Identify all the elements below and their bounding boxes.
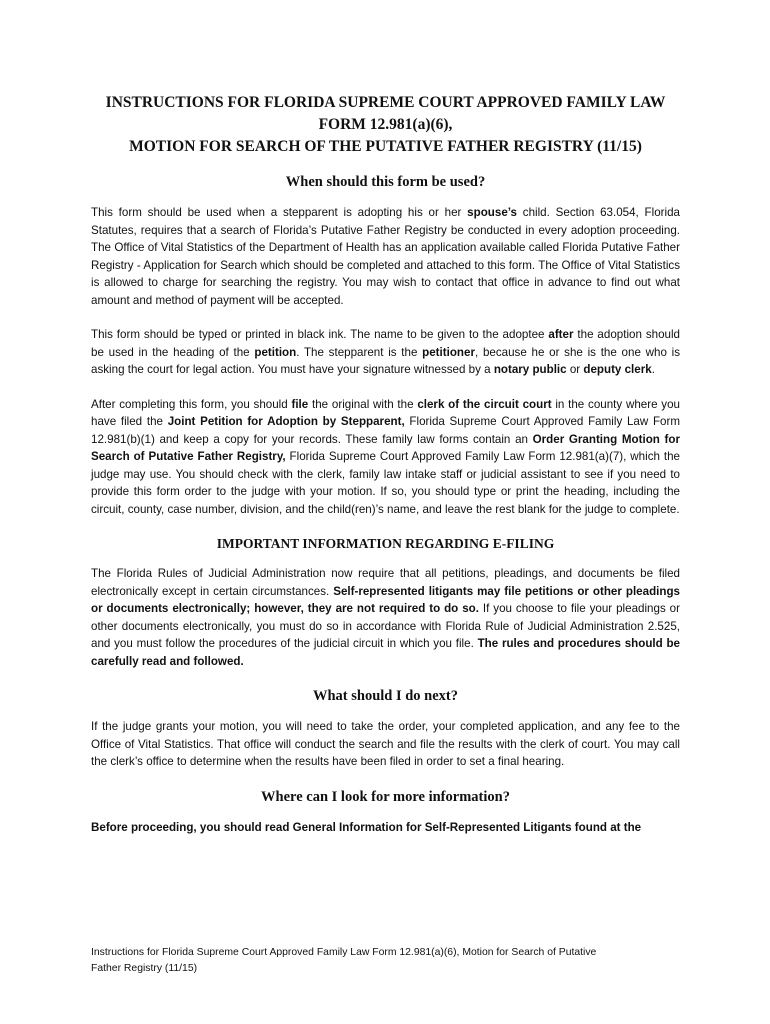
heading-more-info: Where can I look for more information?	[261, 788, 510, 805]
page-footer	[91, 945, 680, 977]
footer-line-1: Instructions for Florida Supreme Court Approved Family Law Form 12.981(a)(6), Motion for Search of Putative	[91, 947, 597, 958]
title-line-2: FORM 12.981(a)(6),	[318, 116, 453, 133]
paragraph-when-3: After completing this form, you should file the original with the clerk of the circuit court in the county where you have filed the Joint Petition for Adoption by Stepparent, Florida Supreme Court Approved Family Law Form 12.981(b)(1) and keep a copy for your records. These family law forms contain an Order Granting Motion for Search of Putative Father Registry, Florida Supreme Court Approved Family Law Form 12.981(a)(7), which the judge may use. You should check with the clerk, family law intake staff or judicial assistant to see if you need to provide this form order to the judge with your motion. If so, you should type or print the heading, including the circuit, county, case number, division, and the child(ren)’s name, and leave the rest blank for the judge to complete.	[91, 397, 680, 516]
document-title	[91, 92, 680, 158]
title-line-1: INSTRUCTIONS FOR FLORIDA SUPREME COURT APPROVED FAMILY LAW	[105, 94, 666, 111]
title-line-3: MOTION FOR SEARCH OF THE PUTATIVE FATHER REGISTRY (11/15)	[129, 138, 642, 155]
heading-what-next: What should I do next?	[312, 688, 459, 704]
paragraph-when-1: This form should be used when a stepparent is adopting his or her spouse’s child. Section 63.054, Florida Statutes, requires that a search of Florida’s Putative Father Registry be conducted in every adoption proceeding. The Office of Vital Statistics of the Department of Health has an application available called Florida Putative Father Registry - Application for Search which should be completed and attached to this form. The Office of Vital Statistics is allowed to charge for searching the registry. You may wish to contact that office in advance to find out what amount and method of payment will be accepted.	[91, 206, 680, 307]
paragraph-more-1: Before proceeding, you should read General Information for Self-Represented Litigants found at the	[91, 820, 642, 834]
paragraph-efiling-1: The Florida Rules of Judicial Administration now require that all petitions, pleadings, and documents be filed electronically except in certain circumstances. Self-represented litigants may file petitions or other pleadings or documents electronically; however, they are not required to do so. If you choose to file your pleadings or other documents electronically, you must do so in accordance with Florida Rule of Judicial Administration 2.525, and you must follow the procedures of the judicial circuit in which you file. The rules and procedures should be carefully read and followed.	[91, 567, 680, 668]
heading-efiling: IMPORTANT INFORMATION REGARDING E-FILING	[216, 536, 555, 551]
paragraph-next-1: If the judge grants your motion, you will need to take the order, your completed application, and any fee to the Office of Vital Statistics. That office will conduct the search and file the results with the clerk of court. You may call the clerk’s office to determine when the results have been filed in order to set a final hearing.	[91, 720, 680, 768]
heading-when-used: When should this form be used?	[285, 174, 486, 190]
paragraph-when-2: This form should be typed or printed in black ink. The name to be given to the adoptee after the adoption should be used in the heading of the petition. The stepparent is the petitioner, because he or she is the one who is asking the court for legal action. You must have your signature witnessed by a notary public or deputy clerk.	[91, 328, 681, 376]
footer-line-2: Father Registry (11/15)	[91, 963, 198, 974]
document-page	[91, 92, 680, 836]
